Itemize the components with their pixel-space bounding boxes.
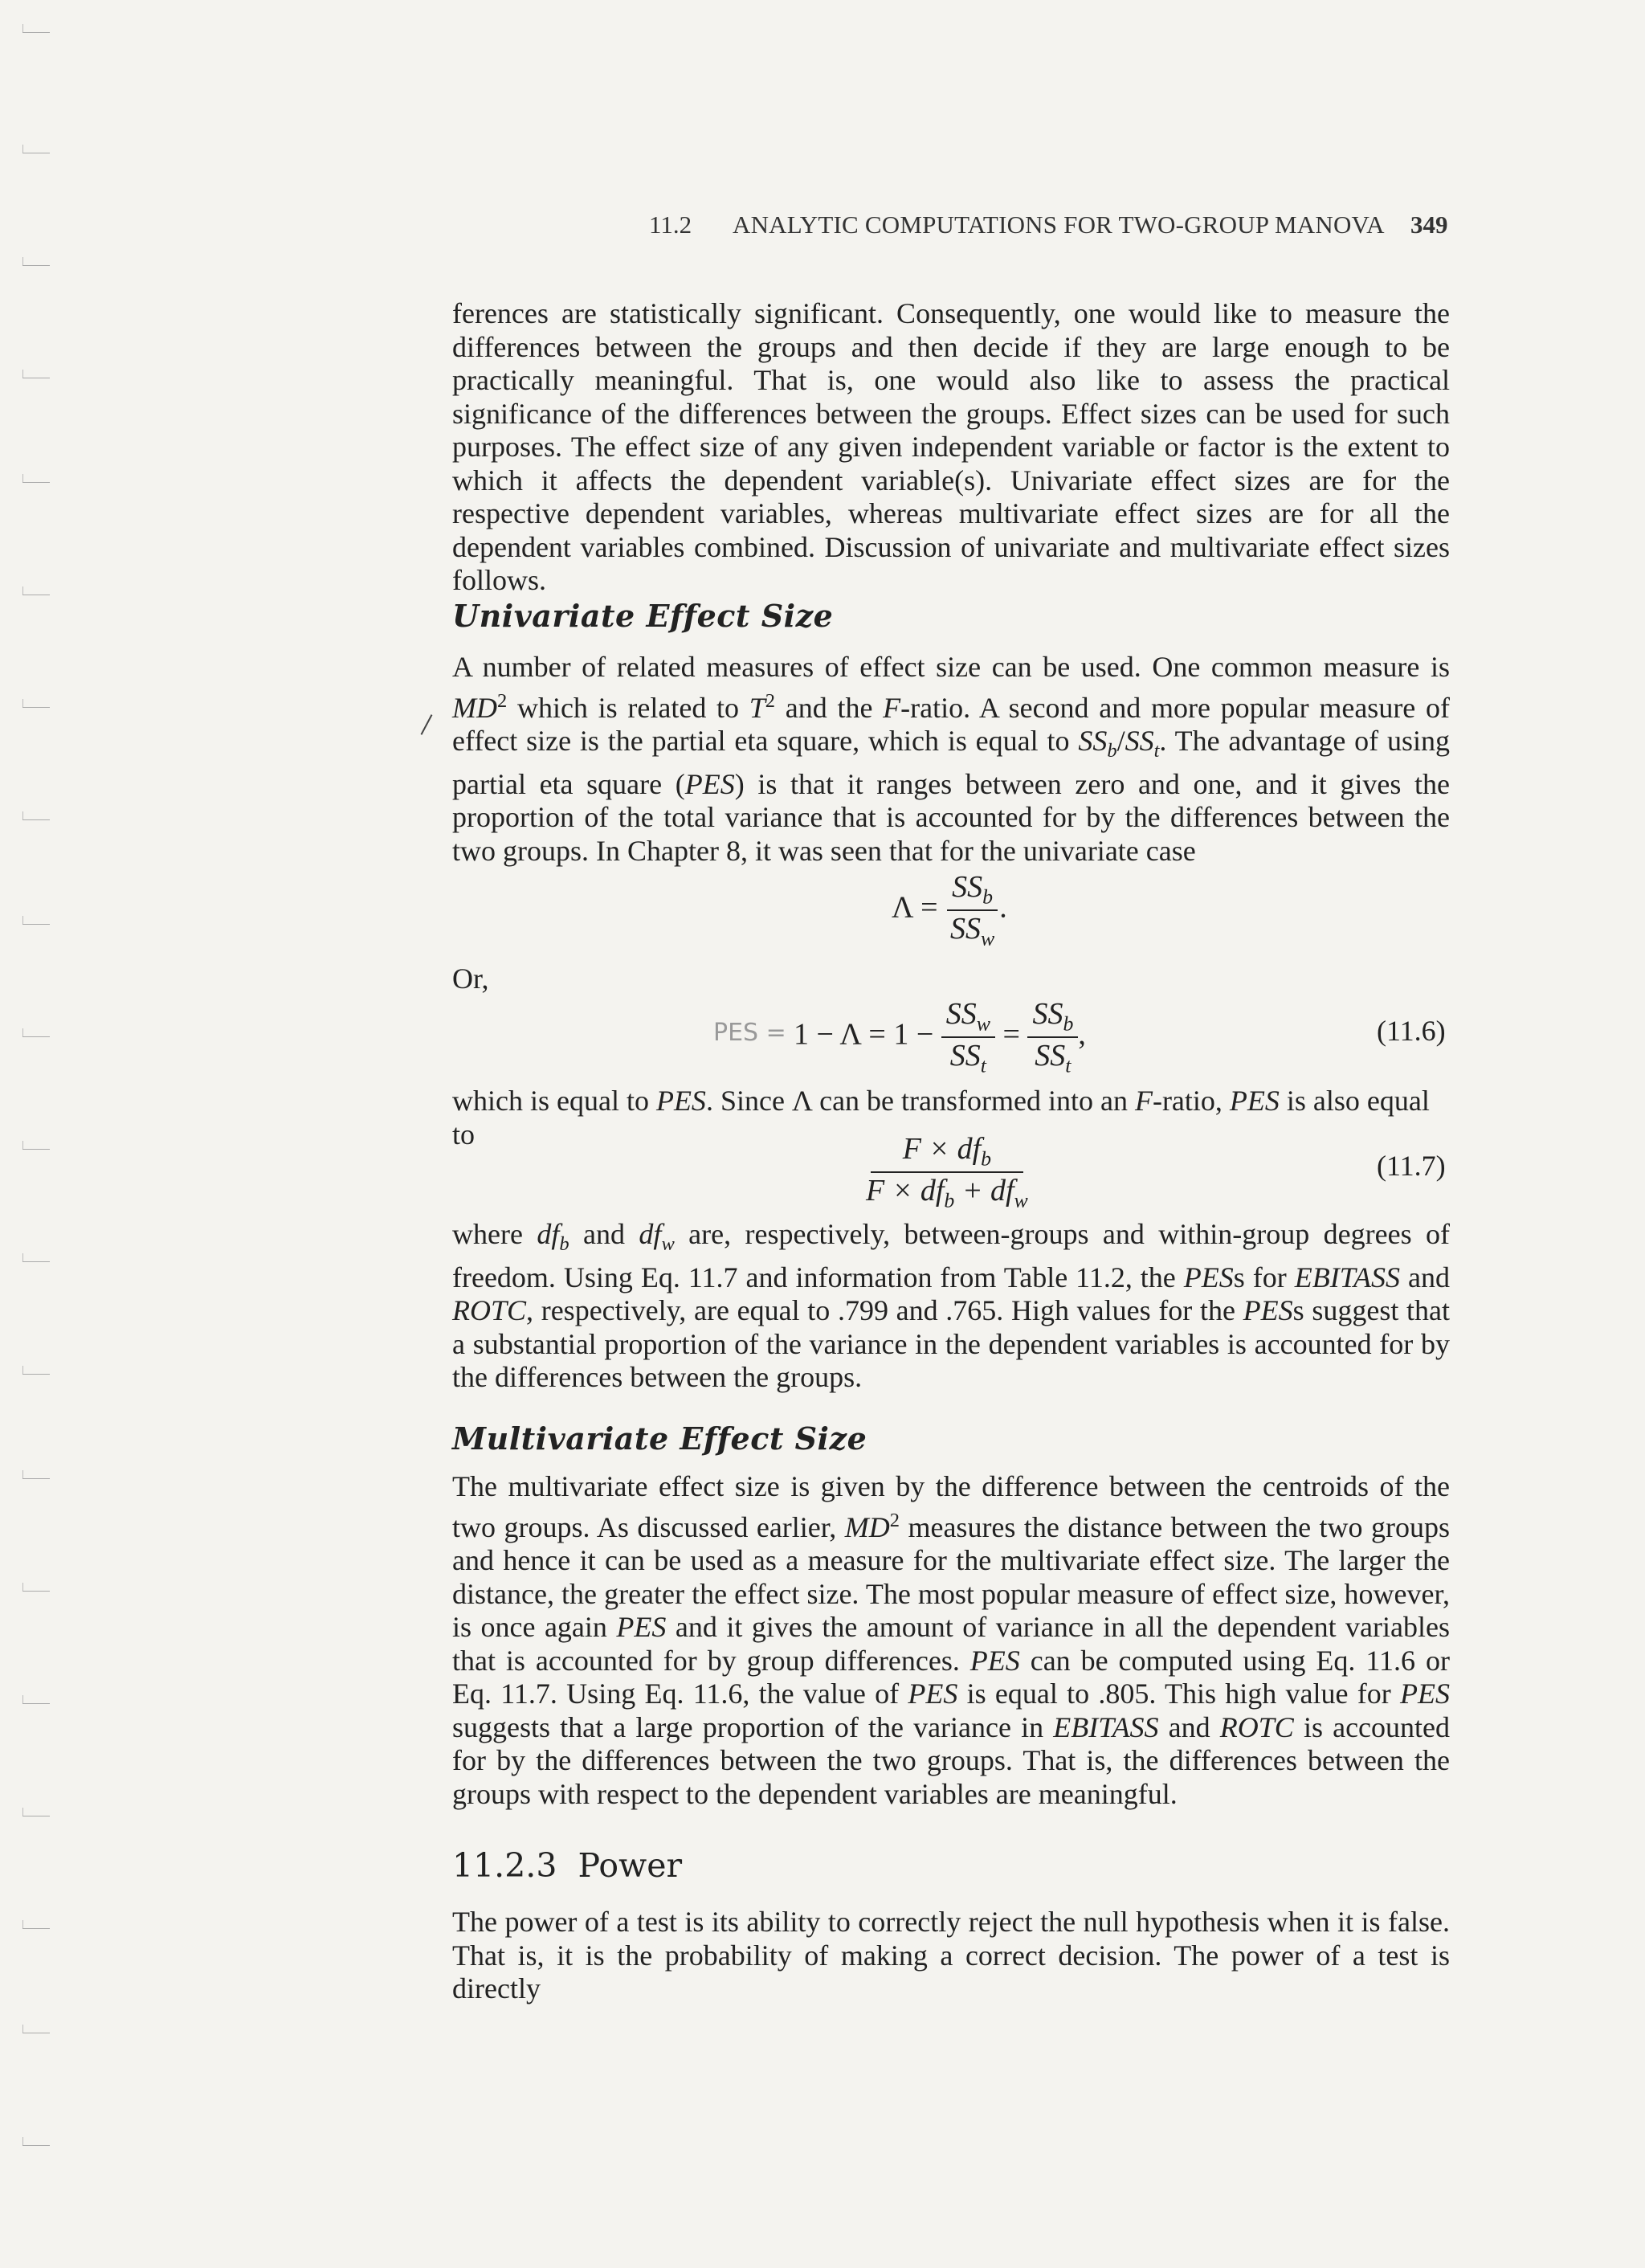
- paragraph-pes-values: where $df_b$ and $df_w$ are, respectively, between-groups and within-group degrees of freedom. Using Eq. 11.7 and information from Table 11.2, the PESs for EBITASS and ROTC, respectively, are equal to .799 and .765. High values for the PESs suggest that a substantial proportion of the variance in the dependent variables is accounted for by the differences between the groups.: [452, 1218, 1451, 1394]
- paragraph-multivariate: The multivariate effect size is given by the difference between the centroids of the two groups. As discussed earlier, $MD^2$ measures the distance between the two groups and hence it can be used as a measure for the multivariate effect size. The larger the distance, the greater the effect size. The most popular measure of effect size, however, is once again PES and it gives the amount of variance in all the dependent variables that is accounted for by group differences. PES can be computed using Eq. 11.6 or Eq. 11.7. Using Eq. 11.6, the value of PES is equal to .805. This high value for PES suggests that a large proportion of the variance in EBITASS and ROTC is accounted for by the differences between the two groups. That is, the differences between the groups with respect to the dependent variables are meaningful.: [452, 1470, 1451, 1810]
- heading-multivariate-effect-size: Multivariate Effect Size: [452, 1420, 867, 1457]
- binding-edge: [0, 0, 64, 2268]
- equation-lambda: Λ = $\frac{SS_b}{SS_w}$ .: [892, 870, 1007, 950]
- equation-11-6: 1 − Λ = 1 − $\frac{SS_w}{SS_t}$ = $\frac{SS_b}{SS_t}$ ,: [794, 997, 1086, 1077]
- paragraph-pes-f-ratio: which is equal to PES. Since Λ can be transformed into an F-ratio, PES is also equal to: [452, 1085, 1430, 1150]
- paragraph-univariate: A number of related measures of effect size can be used. One common measure is $MD^2$ which is related to $T^2$ and the F-ratio. A second and more popular measure of effect size is the partial eta square, which is equal to $SS_b/SS_t$. The advantage of using partial eta square (PES) is that it ranges between zero and one, and it gives the proportion of the total variance that is accounted for by the differences between the two groups. In Chapter 8, it was seen that for the univariate case: [452, 651, 1451, 867]
- pencil-mark: [421, 714, 433, 735]
- running-header: [0, 210, 1645, 251]
- equation-number-11-7: (11.7): [1377, 1150, 1446, 1182]
- header-title: ANALYTIC COMPUTATIONS FOR TWO-GROUP MANOVA: [733, 210, 1385, 239]
- handwritten-annotation: PES =: [713, 1019, 786, 1047]
- heading-univariate-effect-size: Univariate Effect Size: [452, 598, 834, 634]
- page-number: 349: [1410, 210, 1448, 239]
- header-section-number: 11.2: [649, 210, 692, 239]
- paragraph-power: The power of a test is its ability to correctly reject the null hypothesis when it is false. That is, it is the probability of making a correct decision. The power of a test is directly: [452, 1906, 1450, 2004]
- or-text: Or,: [452, 962, 489, 995]
- equation-11-7: $\frac{F \times df_b}{F \times df_b + df_w}$: [866, 1132, 1028, 1212]
- equation-number-11-6: (11.6): [1377, 1015, 1446, 1047]
- section-heading-power: [452, 1846, 1450, 1885]
- section-title: Power: [578, 1846, 683, 1885]
- paragraph-intro: ferences are statistically significant. Consequently, one would like to measure the differences between the groups and then decide if they are large enough to be practically meaningful. That is, one would also like to assess the practical significance of the differences between the groups. Effect sizes can be used for such purposes. The effect size of any given independent variable or factor is the extent to which it affects the dependent variable(s). Univariate effect sizes are for the respective dependent variables, whereas multivariate effect sizes are for all the dependent variables combined. Discussion of univariate and multivariate effect sizes follows.: [452, 297, 1450, 596]
- section-number: 11.2.3: [452, 1846, 557, 1885]
